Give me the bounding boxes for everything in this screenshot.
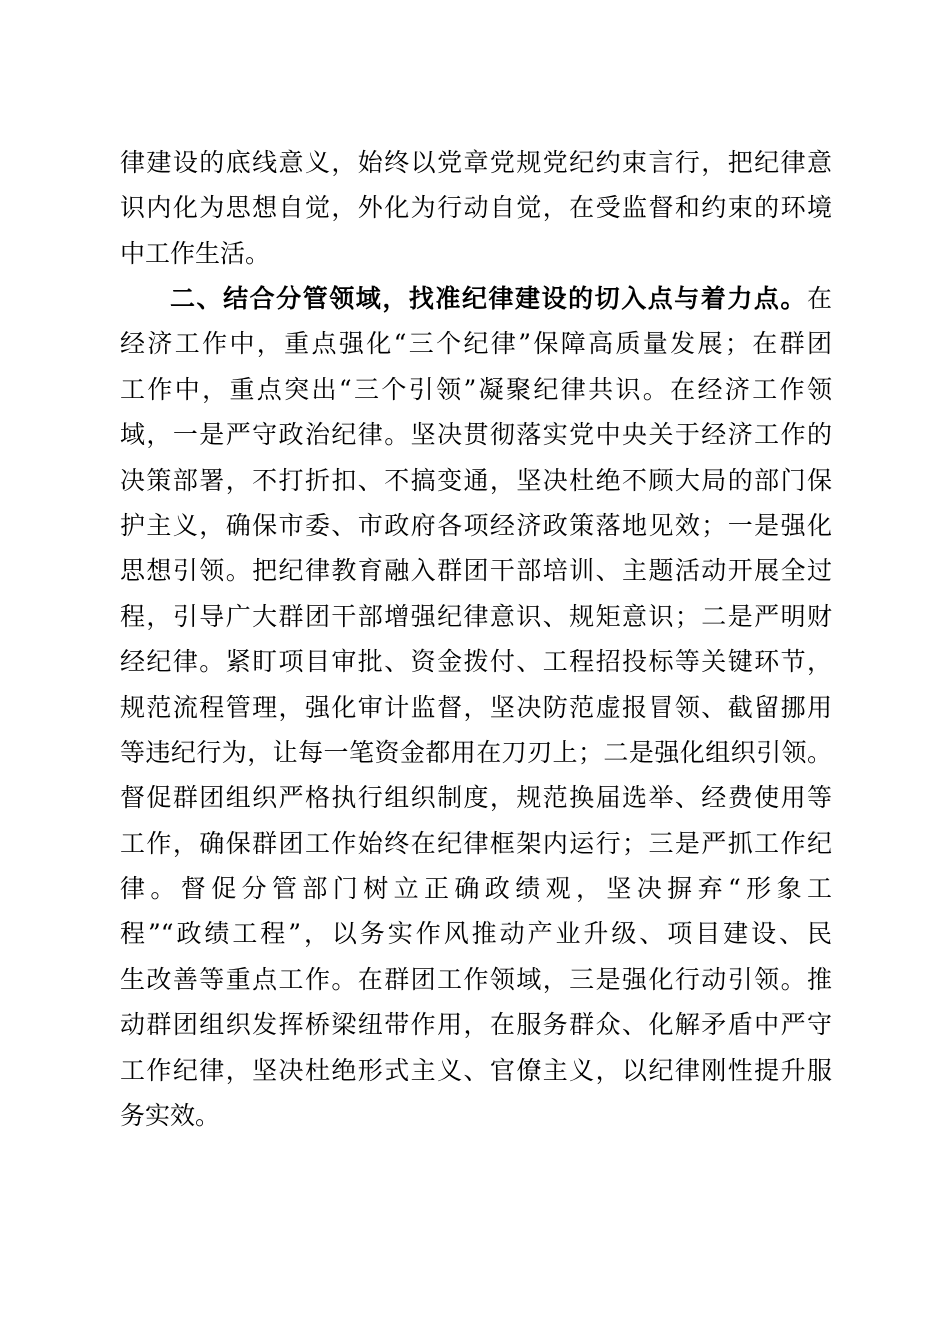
text-line: 等违纪行为，让每一笔资金都用在刀刃上；二是强化组织引领。 xyxy=(120,737,832,767)
text-line: 程”“政绩工程”，以务实作风推动产业升级、项目建设、民 xyxy=(120,919,832,949)
text-line: 规范流程管理，强化审计监督，坚决防范虚报冒领、截留挪用 xyxy=(120,692,832,722)
paragraph-heading-line xyxy=(120,276,832,321)
text-line: 动群团组织发挥桥梁纽带作用，在服务群众、化解矛盾中严守 xyxy=(120,1010,832,1040)
text-line: 思想引领。把纪律教育融入群团干部培训、主题活动开展全过 xyxy=(120,556,832,586)
text-line: 工作，确保群团工作始终在纪律框架内运行；三是严抓工作纪 xyxy=(120,828,832,858)
text-line: 生改善等重点工作。在群团工作领域，三是强化行动引领。推 xyxy=(120,964,832,994)
text-line: 中工作生活。 xyxy=(120,238,271,268)
text-line: 决策部署，不打折扣、不搞变通，坚决杜绝不顾大局的部门保 xyxy=(120,465,832,495)
text-line: 工作纪律，坚决杜绝形式主义、官僚主义，以纪律刚性提升服 xyxy=(120,1055,832,1085)
text-line: 律建设的底线意义，始终以党章党规党纪约束言行，把纪律意 xyxy=(120,148,832,177)
section-heading: 二、结合分管领域，找准纪律建设的切入点与着力点。 xyxy=(170,284,807,313)
text-line: 律。督促分管部门树立正确政绩观，坚决摒弃“形象工 xyxy=(120,874,832,904)
paragraph-1 xyxy=(120,140,832,276)
text-line: 工作中，重点突出“三个引领”凝聚纪律共识。在经济工作领 xyxy=(120,374,832,404)
text-line: 识内化为思想自觉，外化为行动自觉，在受监督和约束的环境 xyxy=(120,193,832,223)
text-line: 域，一是严守政治纪律。坚决贯彻落实党中央关于经济工作的 xyxy=(120,420,832,450)
text-line: 督促群团组织严格执行组织制度，规范换届选举、经费使用等 xyxy=(120,783,832,813)
text-line: 务实效。 xyxy=(120,1101,221,1131)
text-line: 经纪律。紧盯项目审批、资金拨付、工程招投标等关键环节， xyxy=(120,647,832,677)
paragraph-2 xyxy=(120,276,832,1138)
text-line: 程，引导广大群团干部增强纪律意识、规矩意识；二是严明财 xyxy=(120,601,832,631)
text-line: 经济工作中，重点强化“三个纪律”保障高质量发展；在群团 xyxy=(120,329,832,359)
text-line: 护主义，确保市委、市政府各项经济政策落地见效；一是强化 xyxy=(120,510,832,540)
text-fragment: 在 xyxy=(806,284,832,313)
